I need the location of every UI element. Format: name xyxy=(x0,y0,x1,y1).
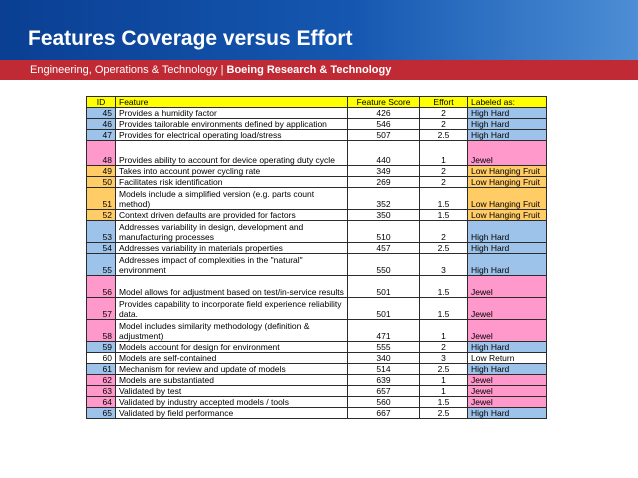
table-row xyxy=(87,386,547,397)
cell-feature-score: 560 xyxy=(348,397,420,408)
cell-labeled-as: Jewel xyxy=(468,386,547,397)
cell-feature: Models account for design for environment xyxy=(116,342,348,353)
cell-labeled-as: Low Hanging Fruit xyxy=(468,177,547,188)
cell-labeled-as: High Hard xyxy=(468,221,547,243)
cell-id: 64 xyxy=(87,397,116,408)
table-wrapper xyxy=(86,96,547,419)
cell-feature-score: 269 xyxy=(348,177,420,188)
table-header-row xyxy=(87,97,547,108)
header-feature-score: Feature Score xyxy=(348,97,420,108)
cell-feature: Models are self-contained xyxy=(116,353,348,364)
cell-labeled-as: High Hard xyxy=(468,364,547,375)
cell-feature-score: 507 xyxy=(348,130,420,141)
cell-id: 65 xyxy=(87,408,116,419)
cell-labeled-as: Jewel xyxy=(468,276,547,298)
table-row xyxy=(87,298,547,320)
cell-effort: 1.5 xyxy=(420,188,468,210)
slide-title: Features Coverage versus Effort xyxy=(28,27,353,50)
cell-feature-score: 440 xyxy=(348,141,420,166)
table-row xyxy=(87,276,547,298)
table-row xyxy=(87,177,547,188)
table-row xyxy=(87,243,547,254)
cell-id: 50 xyxy=(87,177,116,188)
cell-labeled-as: Jewel xyxy=(468,298,547,320)
cell-id: 57 xyxy=(87,298,116,320)
cell-feature: Provides ability to account for device operating duty cycle xyxy=(116,141,348,166)
cell-effort: 1 xyxy=(420,320,468,342)
cell-feature-score: 352 xyxy=(348,188,420,210)
cell-effort: 1 xyxy=(420,375,468,386)
slide-subtitle xyxy=(30,63,391,77)
cell-id: 46 xyxy=(87,119,116,130)
cell-feature: Context driven defaults are provided for factors xyxy=(116,210,348,221)
cell-effort: 2.5 xyxy=(420,243,468,254)
cell-labeled-as: Jewel xyxy=(468,320,547,342)
cell-feature: Addresses variability in materials properties xyxy=(116,243,348,254)
cell-feature: Models are substantiated xyxy=(116,375,348,386)
cell-feature-score: 340 xyxy=(348,353,420,364)
header-labeled-as: Labeled as: xyxy=(468,97,547,108)
cell-id: 47 xyxy=(87,130,116,141)
cell-feature-score: 639 xyxy=(348,375,420,386)
cell-feature: Provides a humidity factor xyxy=(116,108,348,119)
cell-labeled-as: High Hard xyxy=(468,342,547,353)
cell-id: 55 xyxy=(87,254,116,276)
features-table xyxy=(86,96,547,419)
cell-feature-score: 349 xyxy=(348,166,420,177)
table-row xyxy=(87,166,547,177)
cell-feature-score: 471 xyxy=(348,320,420,342)
cell-effort: 2 xyxy=(420,221,468,243)
cell-effort: 1.5 xyxy=(420,210,468,221)
cell-effort: 2 xyxy=(420,166,468,177)
cell-effort: 2 xyxy=(420,108,468,119)
cell-id: 62 xyxy=(87,375,116,386)
cell-feature: Addresses impact of complexities in the "natural" environment xyxy=(116,254,348,276)
table-row xyxy=(87,130,547,141)
table-body xyxy=(87,97,547,419)
table-row xyxy=(87,141,547,166)
cell-feature: Model allows for adjustment based on test/in-service results xyxy=(116,276,348,298)
cell-effort: 3 xyxy=(420,254,468,276)
cell-feature: Models include a simplified version (e.g. parts count method) xyxy=(116,188,348,210)
cell-id: 61 xyxy=(87,364,116,375)
cell-id: 45 xyxy=(87,108,116,119)
cell-effort: 3 xyxy=(420,353,468,364)
cell-id: 59 xyxy=(87,342,116,353)
cell-feature: Validated by test xyxy=(116,386,348,397)
cell-effort: 2.5 xyxy=(420,408,468,419)
cell-effort: 1 xyxy=(420,386,468,397)
cell-labeled-as: High Hard xyxy=(468,130,547,141)
table-row xyxy=(87,408,547,419)
cell-feature: Provides tailorable environments defined by application xyxy=(116,119,348,130)
cell-feature-score: 426 xyxy=(348,108,420,119)
cell-effort: 2 xyxy=(420,119,468,130)
cell-id: 58 xyxy=(87,320,116,342)
table-row xyxy=(87,108,547,119)
cell-labeled-as: High Hard xyxy=(468,119,547,130)
table-row xyxy=(87,364,547,375)
cell-feature-score: 667 xyxy=(348,408,420,419)
cell-feature-score: 457 xyxy=(348,243,420,254)
cell-id: 63 xyxy=(87,386,116,397)
cell-feature: Addresses variability in design, development and manufacturing processes xyxy=(116,221,348,243)
cell-labeled-as: Low Hanging Fruit xyxy=(468,210,547,221)
cell-feature-score: 546 xyxy=(348,119,420,130)
cell-feature-score: 514 xyxy=(348,364,420,375)
table-row xyxy=(87,221,547,243)
cell-labeled-as: Low Return xyxy=(468,353,547,364)
cell-feature: Validated by industry accepted models / tools xyxy=(116,397,348,408)
cell-id: 49 xyxy=(87,166,116,177)
table-row xyxy=(87,342,547,353)
cell-feature-score: 350 xyxy=(348,210,420,221)
subtitle-org: Engineering, Operations & Technology | xyxy=(30,64,227,76)
cell-feature: Mechanism for review and update of models xyxy=(116,364,348,375)
cell-labeled-as: High Hard xyxy=(468,108,547,119)
cell-feature-score: 510 xyxy=(348,221,420,243)
title-banner xyxy=(0,0,638,60)
cell-labeled-as: Jewel xyxy=(468,141,547,166)
cell-effort: 1.5 xyxy=(420,397,468,408)
table-row xyxy=(87,397,547,408)
cell-effort: 1 xyxy=(420,141,468,166)
cell-id: 54 xyxy=(87,243,116,254)
cell-labeled-as: High Hard xyxy=(468,254,547,276)
table-row xyxy=(87,375,547,386)
table-row xyxy=(87,353,547,364)
cell-effort: 2 xyxy=(420,177,468,188)
cell-labeled-as: Low Hanging Fruit xyxy=(468,166,547,177)
subtitle-group: Boeing Research & Technology xyxy=(226,64,392,76)
cell-labeled-as: Low Hanging Fruit xyxy=(468,188,547,210)
table-row xyxy=(87,188,547,210)
cell-id: 56 xyxy=(87,276,116,298)
cell-id: 51 xyxy=(87,188,116,210)
header-id: ID xyxy=(87,97,116,108)
table-row xyxy=(87,210,547,221)
cell-id: 52 xyxy=(87,210,116,221)
cell-feature: Takes into account power cycling rate xyxy=(116,166,348,177)
subtitle-bar xyxy=(0,60,638,80)
cell-feature-score: 501 xyxy=(348,276,420,298)
cell-feature-score: 501 xyxy=(348,298,420,320)
cell-effort: 1.5 xyxy=(420,298,468,320)
header-effort: Effort xyxy=(420,97,468,108)
table-row xyxy=(87,119,547,130)
cell-feature-score: 555 xyxy=(348,342,420,353)
table-row xyxy=(87,320,547,342)
cell-effort: 2.5 xyxy=(420,364,468,375)
cell-feature-score: 657 xyxy=(348,386,420,397)
cell-feature-score: 550 xyxy=(348,254,420,276)
cell-labeled-as: High Hard xyxy=(468,408,547,419)
header-feature: Feature xyxy=(116,97,348,108)
cell-labeled-as: Jewel xyxy=(468,375,547,386)
cell-id: 48 xyxy=(87,141,116,166)
cell-feature: Validated by field performance xyxy=(116,408,348,419)
cell-effort: 2 xyxy=(420,342,468,353)
cell-feature: Model includes similarity methodology (definition & adjustment) xyxy=(116,320,348,342)
cell-effort: 1.5 xyxy=(420,276,468,298)
cell-feature: Provides for electrical operating load/stress xyxy=(116,130,348,141)
cell-effort: 2.5 xyxy=(420,130,468,141)
cell-id: 53 xyxy=(87,221,116,243)
cell-feature: Provides capability to incorporate field experience reliability data. xyxy=(116,298,348,320)
cell-labeled-as: Jewel xyxy=(468,397,547,408)
table-row xyxy=(87,254,547,276)
cell-id: 60 xyxy=(87,353,116,364)
cell-feature: Facilitates risk identification xyxy=(116,177,348,188)
cell-labeled-as: High Hard xyxy=(468,243,547,254)
